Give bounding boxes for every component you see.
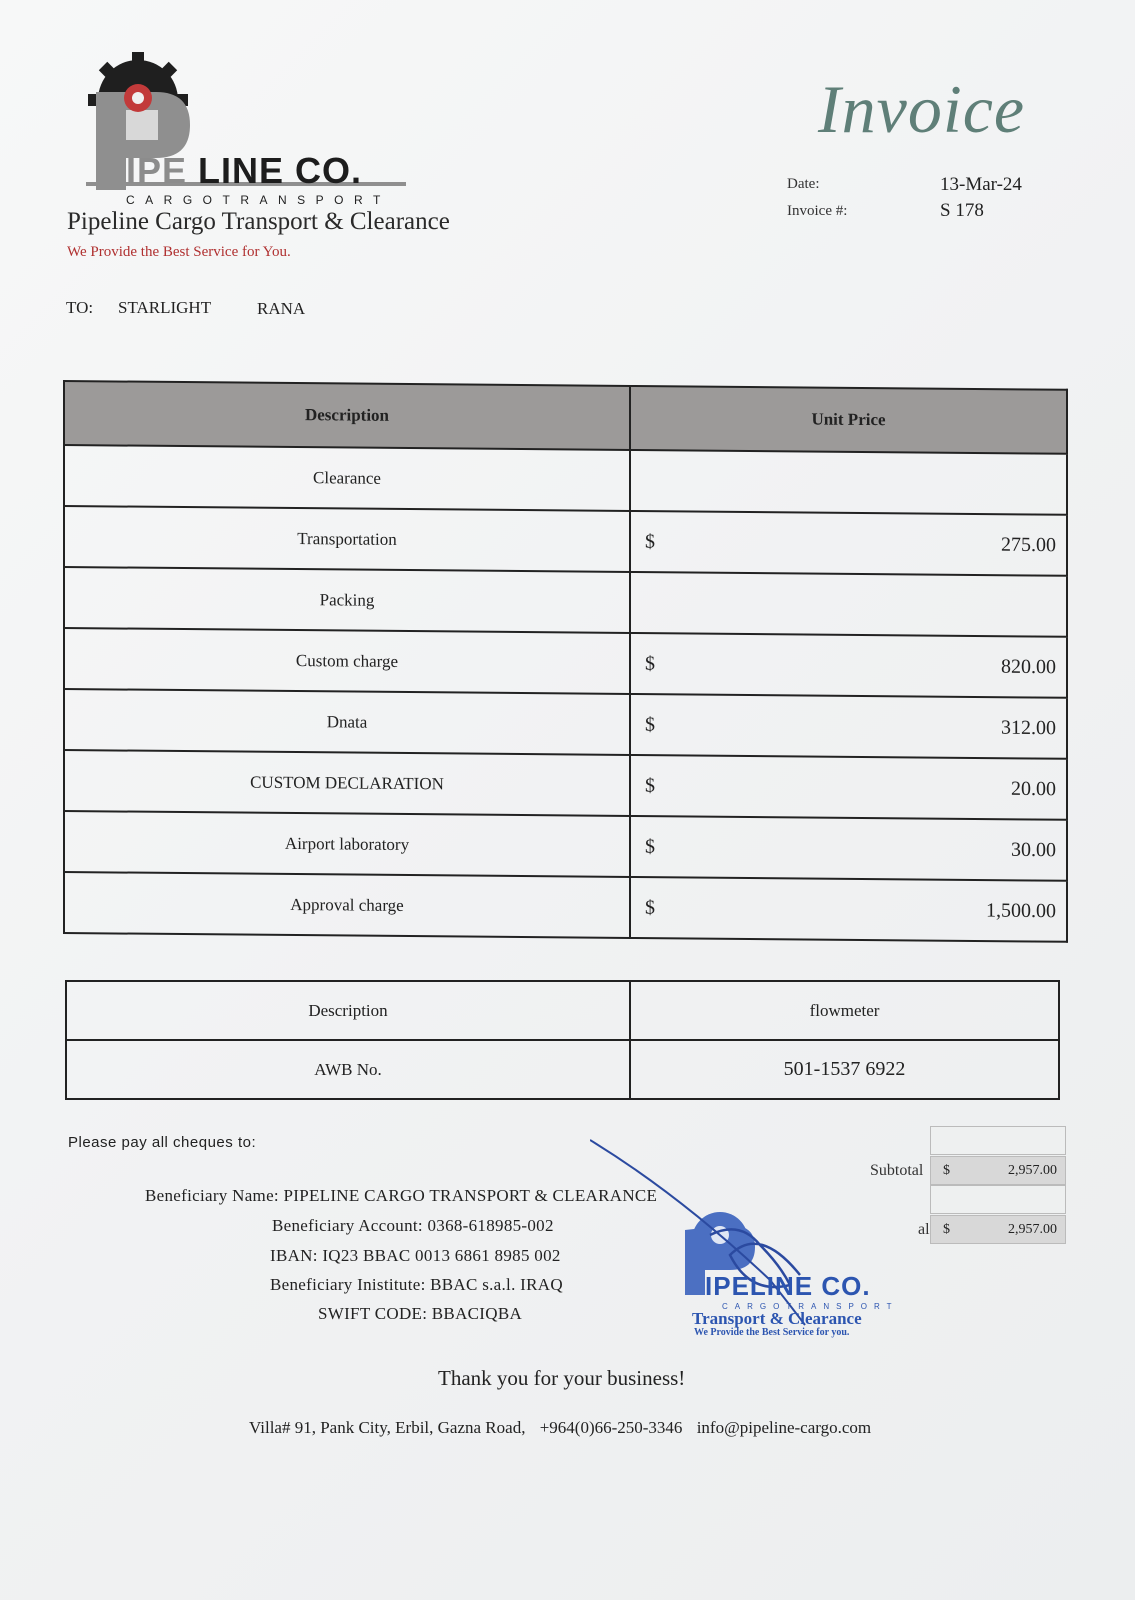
totals-blank-cell [930, 1185, 1066, 1214]
logo-wordmark: IPE LINE CO. [126, 150, 363, 191]
stamp-line: Transport & Clearance [692, 1309, 862, 1328]
item-description: Transportation [64, 506, 630, 572]
recipient-label: TO: [66, 298, 94, 317]
company-tagline: We Provide the Best Service for You. [67, 244, 291, 260]
footer-address: Villa# 91, Pank City, Erbil, Gazna Road, [249, 1418, 526, 1437]
item-description: Dnata [64, 689, 630, 755]
table-row [64, 567, 1067, 637]
item-price: $ 312.00 [630, 694, 1067, 759]
item-description: Airport laboratory [64, 811, 630, 877]
item-price [630, 572, 1067, 637]
date-value: 13-Mar-24 [940, 174, 1022, 195]
table-row [66, 981, 1059, 1040]
table-row [64, 506, 1067, 576]
table-row [64, 811, 1067, 881]
swift-code: SWIFT CODE: BBACIQBA [318, 1304, 523, 1323]
total-label: al [918, 1221, 930, 1238]
invoice-number-value: S 178 [940, 200, 984, 221]
footer-phone: +964(0)66-250-3346 [539, 1418, 683, 1437]
footer-email: info@pipeline-cargo.com [696, 1418, 872, 1437]
table-row [64, 445, 1067, 515]
subtotal-box [930, 1156, 1066, 1185]
subtotal-label: Subtotal [870, 1162, 924, 1179]
subtotal-currency: $ [943, 1163, 950, 1178]
column-header-unit-price: Unit Price [630, 386, 1067, 454]
table-row [64, 689, 1067, 759]
item-description: Approval charge [64, 872, 630, 938]
item-description: CUSTOM DECLARATION [64, 750, 630, 816]
beneficiary-account: Beneficiary Account: 0368-618985-002 [272, 1216, 554, 1235]
table-row [66, 1040, 1059, 1099]
stamp-wordmark: IPELINE CO. [705, 1271, 871, 1301]
item-price: $ 20.00 [630, 755, 1067, 820]
total-box [930, 1215, 1066, 1244]
item-price: $ 820.00 [630, 633, 1067, 698]
item-description: Packing [64, 567, 630, 633]
items-table [63, 380, 1068, 943]
table-row [64, 872, 1067, 942]
recipient-name-2: RANA [257, 299, 306, 318]
shipment-table [65, 980, 1060, 1100]
logo-subtitle: CARGOTRANSPORT [126, 193, 391, 207]
table-header-row [64, 381, 1067, 454]
beneficiary-name: Beneficiary Name: PIPELINE CARGO TRANSPORT & CLEARANCE [145, 1186, 658, 1205]
payment-note: Please pay all cheques to: [68, 1134, 257, 1151]
subtotal-value: 2,957.00 [1008, 1163, 1057, 1178]
beneficiary-institute: Beneficiary Inistitute: BBAC s.a.l. IRAQ [270, 1275, 563, 1294]
total-currency: $ [943, 1222, 950, 1237]
stamp-subtitle: CARGOTRANSPORT [722, 1302, 899, 1311]
column-header-description: Description [64, 381, 630, 450]
item-description: Custom charge [64, 628, 630, 694]
item-price: $ 275.00 [630, 511, 1067, 576]
iban: IBAN: IQ23 BBAC 0013 6861 8985 002 [270, 1246, 561, 1265]
thank-you-message: Thank you for your business! [438, 1366, 686, 1390]
invoice-number-label: Invoice #: [787, 203, 848, 219]
stamp-tagline: We Provide the Best Service for you. [694, 1327, 850, 1338]
shipment-description-value: flowmeter [630, 981, 1059, 1040]
company-name: Pipeline Cargo Transport & Clearance [67, 208, 450, 235]
invoice-title: Invoice [818, 71, 1026, 147]
footer-contact [249, 1418, 881, 1438]
table-row [64, 750, 1067, 820]
item-price [630, 450, 1067, 515]
item-price: $ 30.00 [630, 816, 1067, 881]
awb-label: AWB No. [66, 1040, 630, 1099]
item-description: Clearance [64, 445, 630, 511]
totals-blank-cell [930, 1126, 1066, 1155]
recipient-name: STARLIGHT [118, 298, 212, 317]
shipment-description-label: Description [66, 981, 630, 1040]
date-label: Date: [787, 176, 820, 192]
total-value: 2,957.00 [1008, 1222, 1057, 1237]
item-price: $ 1,500.00 [630, 877, 1067, 942]
awb-value: 501-1537 6922 [630, 1040, 1059, 1099]
table-row [64, 628, 1067, 698]
